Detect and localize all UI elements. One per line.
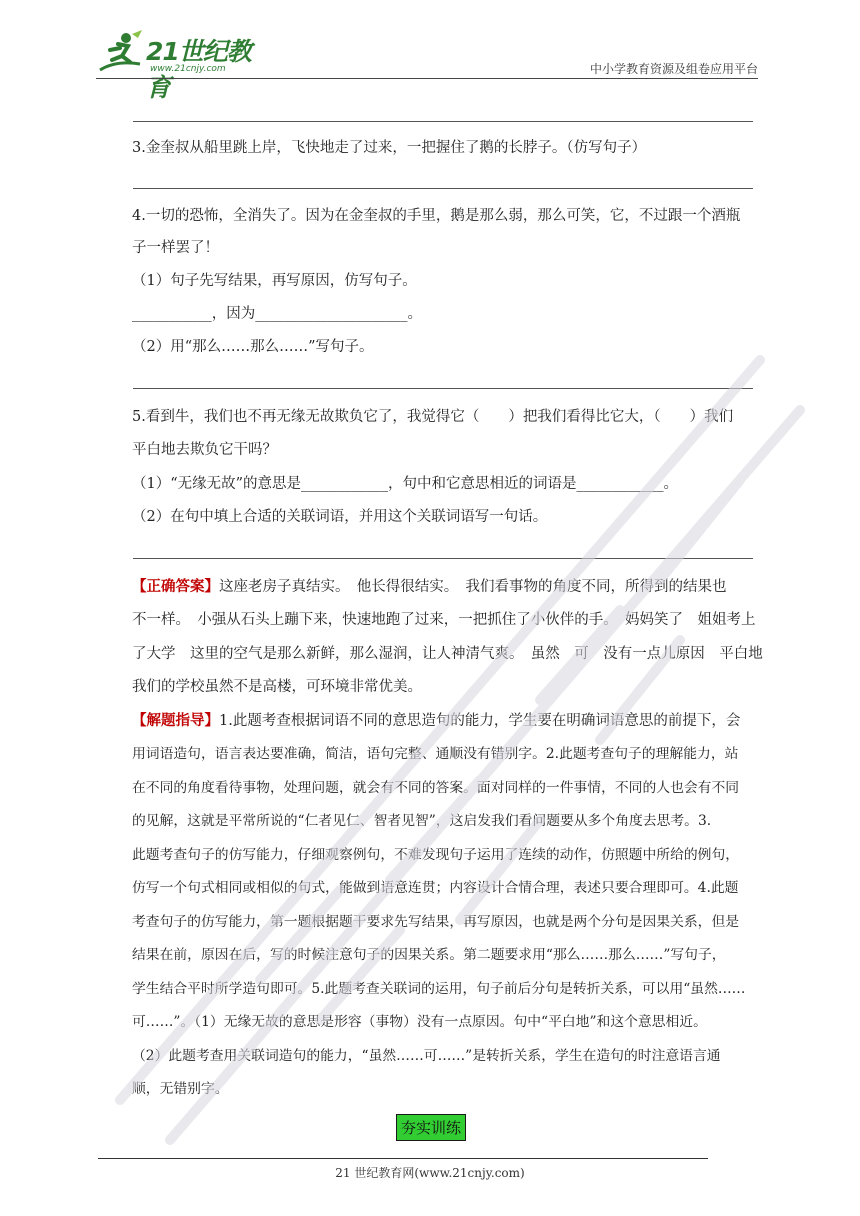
site-logo: [96, 30, 266, 102]
guide-line5: 此题考查句子的仿写能力，仔细观察例句，不难发现句子运用了连续的动作，仿照题中所给的例句，: [132, 847, 740, 863]
runner-logo-icon: [96, 30, 146, 76]
guide-line1: [132, 711, 740, 731]
guide-line2: 用词语造句，语言表达要准确，简洁，语句完整、通顺没有错别字。2.此题考查句子的理解能力，站: [132, 746, 739, 762]
guide-line10: 可……”。（1）无缘无故的意思是形容（事物）没有一点原因。句中“平白地”和这个意思相近。: [132, 1014, 707, 1030]
logo-url: www.21cnjy.com: [150, 64, 226, 74]
logo-text: 21世纪教育: [146, 37, 251, 102]
guide-line3: 在不同的角度看待事物，处理问题，就会有不同的答案。面对同样的一件事情，不同的人也会有不同: [132, 780, 740, 796]
question-4-fill: ___________，因为_____________________。: [132, 306, 422, 322]
page-header: [96, 30, 758, 102]
question-4-sub1: （1）句子先写结果，再写原因，仿写句子。: [132, 273, 417, 289]
answer-line: [133, 188, 753, 189]
guide-line12: 顺，无错别字。: [132, 1081, 229, 1097]
header-divider: [96, 78, 758, 79]
guide-line11: （2）此题考查用关联词造句的能力，“虽然……可……”是转折关系，学生在造句的时注意语言通: [132, 1048, 721, 1064]
guide-text: 1.此题考查根据词语不同的意思造句的能力，学生要在明确词语意思的前提下，会: [219, 713, 741, 729]
guide-line6: 仿写一个句式相同或相似的句式，能做到语意连贯；内容设计合情合理，表述只要合理即可。4.此题: [132, 880, 739, 896]
platform-name: 中小学教育资源及组卷应用平台: [589, 62, 758, 76]
question-5-sub1: （1）“无缘无故”的意思是____________，句中和它意思相近的词语是____________。: [132, 476, 679, 492]
guide-line8: 结果在前，原因在后，写的时候注意句子的因果关系。第二题要求用“那么……那么……”写句子，: [132, 947, 726, 963]
answer-line: [133, 121, 753, 122]
answer-line3: 了大学 这里的空气是那么新鲜，那么湿润，让人神清气爽。 虽然 可 没有一点儿原因 平白地: [132, 646, 763, 662]
guide-line7: 考查句子的仿写能力，第一题根据题干要求先写结果，再写原因，也就是两个分句是因果关系，但是: [132, 914, 740, 930]
answer-line2: 不一样。 小强从石头上蹦下来，快速地跑了过来，一把抓住了小伙伴的手。 妈妈笑了 姐姐考上: [132, 612, 756, 628]
guide-tag: 【解题指导】: [132, 713, 219, 729]
answer-line: [133, 388, 753, 389]
answer-line: [133, 558, 753, 559]
answer-line1: [132, 577, 727, 597]
question-4-line1: 4.一切的恐怖，全消失了。因为在金奎叔的手里，鹅是那么弱，那么可笑，它，不过跟一个酒瓶: [132, 208, 741, 224]
question-5-line1: 5.看到牛，我们也不再无缘无故欺负它了，我觉得它（ ）把我们看得比它大，（ ）我们: [132, 409, 734, 425]
footer-text: 21 世纪教育网(www.21cnjy.com): [335, 1166, 525, 1180]
question-4-line2: 子一样罢了！: [132, 240, 219, 256]
guide-line9: 学生结合平时所学造句即可。5.此题考查关联词的运用，句子前后分句是转折关系，可以用“虽然……: [132, 981, 746, 997]
answer-line4: 我们的学校虽然不是高楼，可环境非常优美。: [132, 679, 422, 695]
guide-line4: 的见解，这就是平常所说的“仁者见仁、智者见智”，这启发我们看问题要从多个角度去思考。3.: [132, 813, 712, 829]
footer-divider: [98, 1158, 708, 1159]
section-title: 夯实训练: [396, 1114, 466, 1141]
question-5-line2: 平白地去欺负它干吗？: [132, 442, 277, 458]
question-4-sub2: （2）用“那么……那么……”写句子。: [132, 339, 374, 355]
correct-answer-tag: 【正确答案】: [132, 579, 219, 595]
question-5-sub2: （2）在句中填上合适的关联词语，并用这个关联词语写一句话。: [132, 509, 548, 525]
question-3: 3.金奎叔从船里跳上岸，飞快地走了过来，一把握住了鹅的长脖子。（仿写句子）: [132, 140, 647, 156]
answer-text: 这座老房子真结实。 他长得很结实。 我们看事物的角度不同，所得到的结果也: [219, 579, 727, 595]
